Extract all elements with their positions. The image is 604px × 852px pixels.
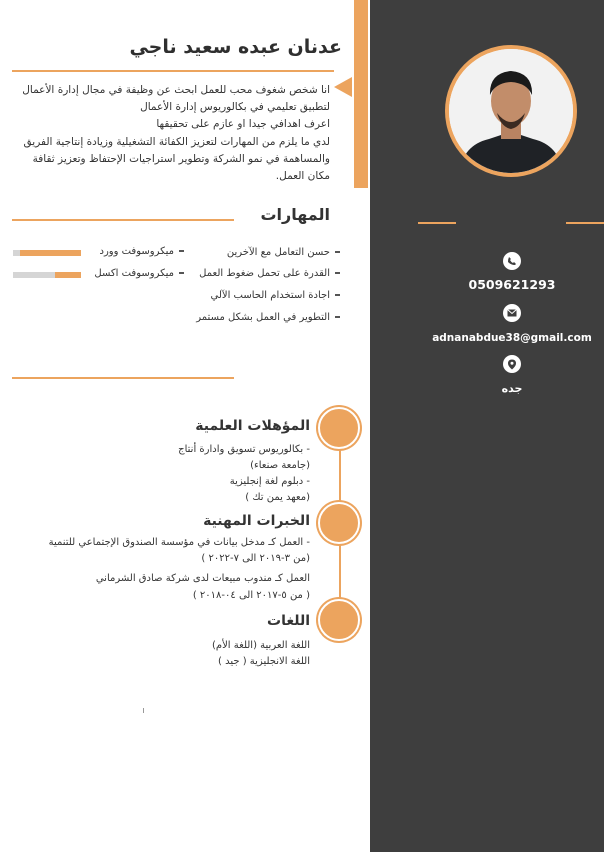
education-item: (معهد يمن تك ) bbox=[245, 492, 310, 503]
email-icon bbox=[503, 304, 521, 322]
skill-level-bar-word bbox=[13, 250, 81, 256]
about-text bbox=[22, 82, 330, 185]
experience-item: - العمل كـ مدخل بيانات في مؤسسة الصندوق الإجتماعي للتنمية bbox=[48, 537, 310, 548]
software-skill-label: ميكروسوفت وورد bbox=[99, 246, 174, 257]
education-item: - دبلوم لغة إنجليزية bbox=[229, 476, 310, 487]
about-line: انا شخص شغوف محب للعمل ابحث عن وظيفة في مجال إدارة الأعمال bbox=[22, 84, 330, 96]
languages-title: اللغات bbox=[267, 613, 310, 629]
about-line: اعرف اهدافي جيدا او عازم على تحقيقها bbox=[156, 118, 330, 131]
sidebar-divider-right bbox=[566, 222, 604, 224]
skill-item bbox=[196, 312, 340, 323]
about-line: لتطبيق تعليمي في بكالوريوس إدارة الأعمال bbox=[140, 101, 330, 114]
experience-item: (من ٣-٢٠١٩ الى ٧-٢٠٢٢ ) bbox=[201, 553, 310, 564]
education-title: المؤهلات العلمية bbox=[195, 418, 310, 434]
bullet-icon bbox=[335, 272, 340, 274]
skill-item bbox=[199, 268, 340, 279]
skill-item bbox=[227, 247, 340, 258]
software-skill-label: ميكروسوفت اكسل bbox=[94, 268, 174, 279]
education-item: (جامعة صنعاء) bbox=[250, 460, 310, 471]
about-line: مكان العمل. bbox=[275, 170, 330, 183]
skill-item bbox=[211, 290, 340, 301]
experience-item: ( من ٥-٢٠١٧ الى ٠٤-٢٠١٨ ) bbox=[192, 590, 310, 601]
skills-bottom-divider bbox=[12, 377, 234, 379]
person-portrait-icon bbox=[449, 49, 573, 173]
language-item: اللغة الانجليزية ( جيد ) bbox=[218, 656, 310, 667]
bullet-icon bbox=[335, 294, 340, 296]
timeline-node-education bbox=[318, 407, 360, 449]
about-divider bbox=[12, 70, 334, 72]
bullet-icon bbox=[335, 251, 340, 253]
about-line: لدي ما يلزم من المهارات لتعزيز الكفائة التشغيلية وزيادة إنتاجية الفريق bbox=[23, 135, 330, 148]
skill-label: اجادة استخدام الحاسب الآلي bbox=[210, 290, 330, 301]
bullet-icon bbox=[179, 250, 184, 252]
about-line: والمساهمة في نمو الشركة وتطوير استراجيات الإحتفاظ وتعزيز ثقافة bbox=[32, 152, 330, 165]
language-item: اللغة العربية (اللغة الأم) bbox=[212, 640, 310, 651]
sidebar-accent-strip bbox=[354, 0, 368, 188]
skill-level-fill bbox=[55, 272, 81, 278]
skill-level-fill bbox=[20, 250, 81, 256]
software-skill-item bbox=[94, 268, 184, 279]
skill-label: التطوير في العمل بشكل مستمر bbox=[196, 312, 330, 323]
phone-icon bbox=[503, 252, 521, 270]
full-name: عدنان عبده سعيد ناجي bbox=[129, 36, 342, 58]
skills-title: المهارات bbox=[260, 205, 330, 224]
experience-title: الخبرات المهنية bbox=[203, 513, 310, 529]
experience-item: العمل كـ مندوب مبيعات لدى شركة صادق الشرماني bbox=[95, 573, 310, 584]
skills-divider bbox=[12, 219, 234, 221]
stray-mark bbox=[143, 708, 144, 713]
sidebar-divider-left bbox=[418, 222, 456, 224]
profile-photo bbox=[449, 49, 573, 173]
skill-label: القدرة على تحمل ضغوط العمل bbox=[199, 268, 330, 279]
timeline-node-experience bbox=[318, 502, 360, 544]
bullet-icon bbox=[335, 316, 340, 318]
skill-label: حسن التعامل مع الآخرين bbox=[226, 247, 330, 258]
location-pin-icon bbox=[503, 355, 521, 373]
city: جده bbox=[501, 382, 523, 395]
bullet-icon bbox=[179, 272, 184, 274]
education-item: - بكالوريوس تسويق وادارة أنتاج bbox=[178, 444, 310, 455]
software-skill-item bbox=[99, 246, 184, 257]
skill-level-bar-excel bbox=[13, 272, 81, 278]
timeline-node-languages bbox=[318, 599, 360, 641]
phone-number[interactable]: 0509621293 bbox=[468, 277, 556, 292]
email-address[interactable]: adnanabdue38@gmail.com bbox=[432, 332, 592, 344]
about-pointer-icon bbox=[334, 77, 352, 97]
